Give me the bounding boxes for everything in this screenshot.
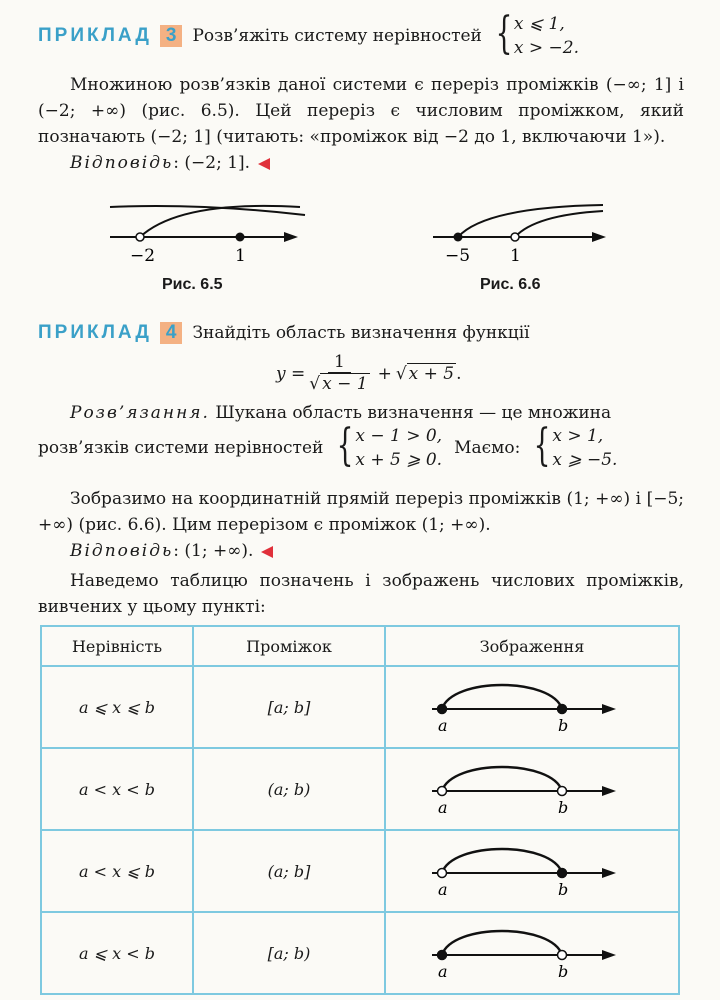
endpoint-label: b: [558, 880, 569, 899]
tick-label: 1: [510, 246, 521, 266]
closed-point: [438, 705, 447, 714]
fraction-numerator: 1: [328, 352, 351, 373]
arrow-icon: [602, 868, 616, 878]
table-row: [41, 830, 679, 912]
interval-arc: [442, 685, 562, 709]
endpoint-label: a: [438, 716, 448, 735]
formula-end: .: [456, 363, 462, 384]
interval-diagram: [432, 677, 632, 737]
interval-cell: [a; b]: [193, 666, 385, 748]
system-row: x − 1 > 0,: [355, 426, 443, 446]
tick-label: −5: [445, 246, 471, 266]
column-header: Нерівність: [41, 626, 193, 666]
table-row: [41, 666, 679, 748]
solution-systems: [38, 420, 618, 472]
figure-caption: Рис. 6.5: [162, 276, 223, 293]
function-formula: y = $\frac{1}{√ x - 1}$ + √ x + 5 .: [276, 352, 462, 394]
arc-outer: [458, 205, 603, 237]
inequality-system: [331, 420, 443, 472]
inequality-cell: a ⩽ x ⩽ b: [41, 666, 193, 748]
end-marker-icon: [258, 158, 270, 170]
system-row: x ⩽ 1,: [513, 14, 565, 34]
inequality-system: [490, 8, 579, 60]
brace-icon: {: [495, 8, 513, 59]
solution-text: Шукана область визначення — це множина: [209, 403, 612, 423]
root-expression: x + 5: [408, 363, 455, 384]
interval-cell: (a; b): [193, 748, 385, 830]
have-label: Маємо:: [454, 438, 521, 458]
image-cell: [385, 666, 679, 748]
answer-label: Відповідь: [70, 153, 174, 173]
table-row: [41, 912, 679, 994]
arrow-icon: [592, 232, 606, 242]
closed-point: [454, 233, 463, 242]
system-row: x ⩾ −5.: [552, 450, 618, 470]
tick-label: −2: [130, 246, 156, 266]
example-number: 4: [160, 322, 183, 344]
open-point: [558, 787, 567, 796]
endpoint-label: b: [558, 798, 569, 817]
answer-value: : (−2; 1].: [173, 153, 251, 173]
arrow-icon: [284, 232, 298, 242]
open-point: [136, 233, 144, 241]
formula-y: y =: [276, 363, 306, 384]
brace-icon: {: [336, 420, 354, 471]
figure-caption: Рис. 6.6: [480, 276, 541, 293]
intervals-table: [40, 625, 680, 995]
arrow-icon: [602, 950, 616, 960]
answer: [70, 150, 716, 176]
open-point: [438, 787, 447, 796]
figure-6-5: [100, 195, 310, 275]
interval-diagram: [432, 841, 632, 901]
solution-line-2: розв’язків системи нерівностей: [38, 438, 324, 458]
interval-diagram: [432, 923, 632, 983]
image-cell: [385, 912, 679, 994]
interval-cell: [a; b): [193, 912, 385, 994]
example-3-header: [38, 8, 579, 60]
paragraph: Множиною розв’язків даної системи є переріз проміжків (−∞; 1] і (−2; +∞) (рис. 6.5). Цей переріз є числовим проміжком, який позначають (−2; 1] (читають: «проміжок від −2 до 1, включаючи 1»).: [38, 75, 684, 147]
open-point: [511, 233, 519, 241]
answer-value: : (1; +∞).: [173, 541, 254, 561]
column-header: Проміжок: [193, 626, 385, 666]
brace-icon: {: [533, 420, 551, 471]
column-header: Зображення: [385, 626, 679, 666]
task-text: Розв’яжіть систему нерівностей: [192, 26, 482, 46]
closed-point: [558, 705, 567, 714]
intro-paragraph: Наведемо таблицю позначень і зображень числових проміжків, вивчених у цьому пункті:: [38, 571, 684, 617]
system-row: x + 5 ⩾ 0.: [355, 450, 443, 470]
endpoint-label: b: [558, 962, 569, 981]
end-marker-icon: [261, 546, 273, 558]
fraction: $\frac{1}{√ x - 1}$: [309, 352, 368, 394]
interval-arc: [442, 931, 562, 955]
arc-inner: [515, 211, 603, 237]
interval-arc: [442, 849, 562, 873]
interval-arc: [442, 767, 562, 791]
arrow-icon: [602, 786, 616, 796]
open-point: [438, 869, 447, 878]
arrow-icon: [602, 704, 616, 714]
paragraph: Зобразимо на координатній прямій переріз проміжків (1; +∞) і [−5; +∞) (рис. 6.6). Цим перерізом є проміжок (1; +∞).: [38, 489, 684, 535]
example-number: 3: [160, 25, 183, 47]
endpoint-label: a: [438, 798, 448, 817]
endpoint-label: b: [558, 716, 569, 735]
plus-sign: +: [377, 363, 392, 384]
endpoint-label: a: [438, 962, 448, 981]
interval-diagram: [432, 759, 632, 819]
closed-point: [438, 951, 447, 960]
answer: [70, 538, 716, 564]
interval-cell: (a; b]: [193, 830, 385, 912]
answer-label: Відповідь: [70, 541, 174, 561]
closed-point: [236, 233, 245, 242]
fraction-denominator: x − 1: [322, 374, 368, 394]
table-row: [41, 748, 679, 830]
task-text: Знайдіть область визначення функції: [192, 323, 530, 343]
image-cell: [385, 830, 679, 912]
endpoint-label: a: [438, 880, 448, 899]
solution-line: [70, 400, 684, 426]
inequality-cell: a < x ⩽ b: [41, 830, 193, 912]
tick-label: 1: [235, 246, 246, 266]
arc-right: [140, 206, 300, 237]
image-cell: [385, 748, 679, 830]
figure-6-6: [425, 195, 625, 275]
inequality-cell: a ⩽ x < b: [41, 912, 193, 994]
example-label: ПРИКЛАД: [38, 322, 152, 343]
inequality-system: [528, 420, 618, 472]
example-4-header: [38, 322, 530, 344]
open-point: [558, 951, 567, 960]
system-row: x > 1,: [552, 426, 604, 446]
example-label: ПРИКЛАД: [38, 25, 152, 46]
inequality-cell: a < x < b: [41, 748, 193, 830]
closed-point: [558, 869, 567, 878]
solution-label: Розв’язання.: [70, 403, 210, 423]
system-row: x > −2.: [513, 38, 579, 58]
